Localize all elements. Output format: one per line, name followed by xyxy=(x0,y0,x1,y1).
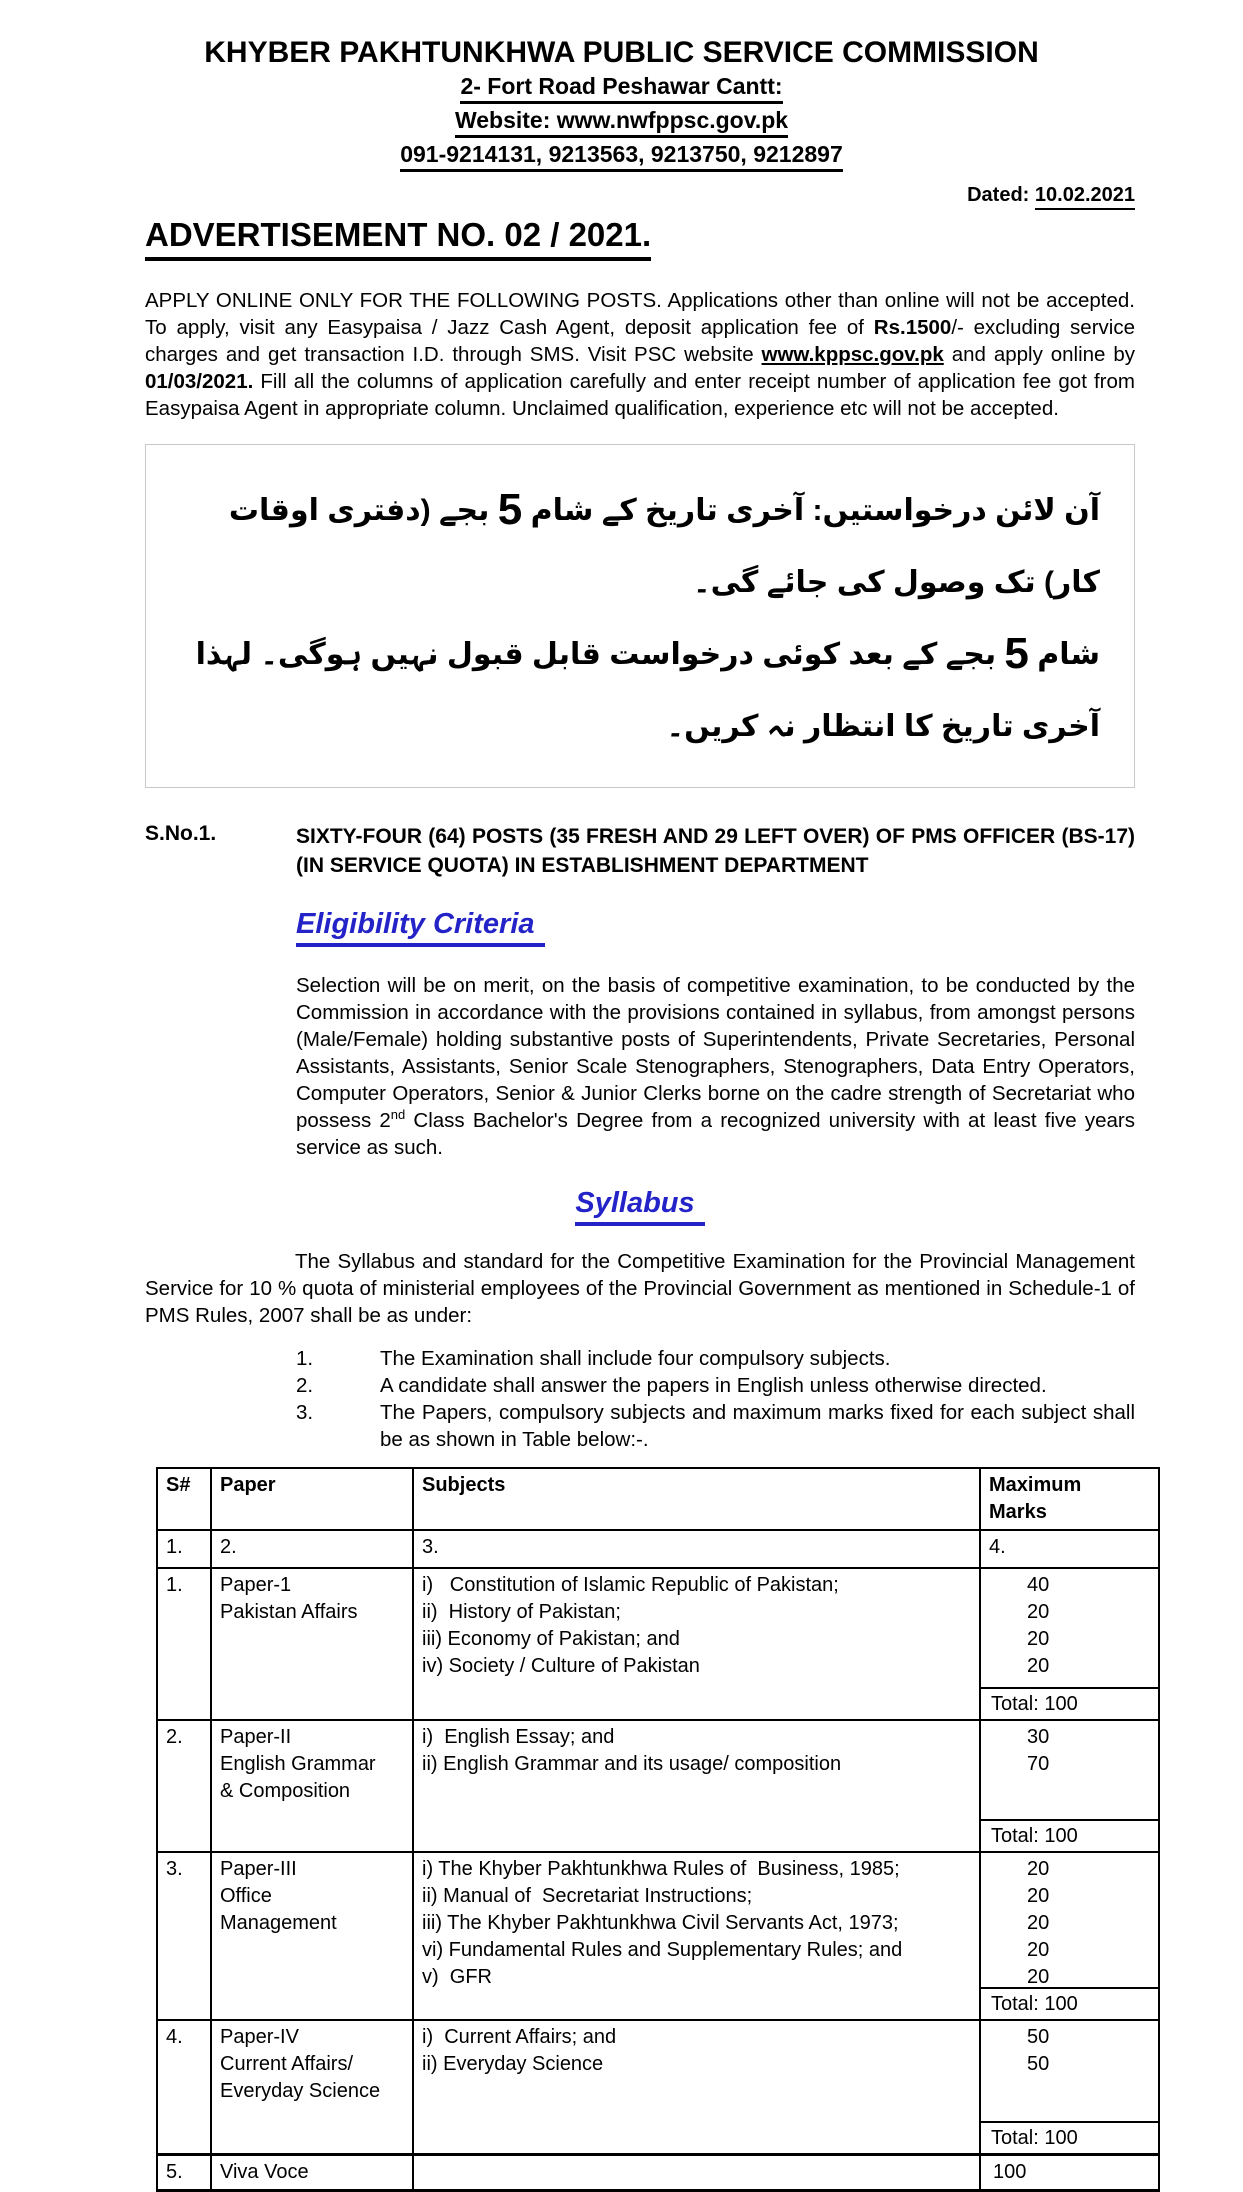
table-row xyxy=(157,1852,1159,2020)
marks-value: 20 xyxy=(1027,1628,1050,1650)
advertisement-heading: ADVERTISEMENT NO. 02 / 2021. xyxy=(145,216,1243,261)
subjects-cell xyxy=(413,1568,980,1720)
subjects-cell xyxy=(413,2020,980,2154)
papers-marks-table xyxy=(156,1467,1160,2192)
marks-value: 70 xyxy=(1027,1753,1050,1775)
marks-cell xyxy=(980,1720,1159,1852)
eligibility-paragraph xyxy=(296,972,1135,1161)
syllabus-list-item xyxy=(296,1399,1135,1453)
syllabus-list-item xyxy=(296,1345,1135,1372)
paper-cell xyxy=(211,1720,413,1852)
marks-values xyxy=(981,1853,1158,1994)
marks-values xyxy=(981,2156,1158,2189)
paper-cell xyxy=(211,1852,413,2020)
marks-cell xyxy=(980,1568,1159,1720)
text-segment: 5 xyxy=(1004,629,1029,678)
text-segment: شام xyxy=(1028,638,1100,671)
subjects-cell xyxy=(413,2154,980,2190)
marks-total: Total: 100 xyxy=(981,1687,1158,1719)
paper-line: Paper-III xyxy=(220,1858,297,1880)
table-row xyxy=(157,2154,1159,2190)
syllabus-heading: Syllabus xyxy=(145,1187,1135,1226)
website-line: Website: www.nwfppsc.gov.pk xyxy=(0,107,1243,138)
marks-total: Total: 100 xyxy=(981,2121,1158,2153)
text-segment: بجے (دفتری اوقات کار) تک وصول کی جائے گی۔ xyxy=(228,494,1100,599)
column-number-cell: 4. xyxy=(980,1530,1159,1568)
text-segment: Class Bachelor's Degree from a recognized university with at least five years service as such. xyxy=(296,1109,1135,1159)
serial-cell: 5. xyxy=(157,2154,211,2190)
table-column-number-row xyxy=(157,1530,1159,1568)
text-segment: Fill all the columns of application carefully and enter receipt number of application fee got from Easypaisa Agent in appropriate column. Unclaimed qualification, experience etc will not be accepted. xyxy=(145,370,1135,420)
marks-value: 20 xyxy=(1027,1966,1050,1988)
post-title: SIXTY-FOUR (64) POSTS (35 FRESH AND 29 LEFT OVER) OF PMS OFFICER (BS-17) (IN SERVICE QUOTA) IN ESTABLISHMENT DEPARTMENT xyxy=(296,825,1135,877)
text-segment: nd xyxy=(390,1107,406,1123)
subjects-cell xyxy=(413,1720,980,1852)
marks-cell xyxy=(980,1852,1159,2020)
marks-value: 20 xyxy=(1027,1939,1050,1961)
subject-line: ii) Everyday Science xyxy=(422,2053,604,2075)
paper-line: Paper-1 xyxy=(220,1574,292,1596)
marks-value: 40 xyxy=(1027,1574,1050,1596)
text-segment: Rs.1500 xyxy=(873,316,952,339)
phone-line: 091-9214131, 9213563, 9213750, 9212897 xyxy=(0,141,1243,172)
letterhead xyxy=(0,0,1243,172)
serial-cell: 1. xyxy=(157,1568,211,1720)
subject-line: i) English Essay; and xyxy=(422,1726,615,1748)
marks-values xyxy=(981,1721,1158,1781)
marks-value: 30 xyxy=(1027,1726,1050,1748)
paper-line: Paper-II xyxy=(220,1726,292,1748)
marks-value: 50 xyxy=(1027,2026,1050,2048)
table-row xyxy=(157,1720,1159,1852)
marks-cell xyxy=(980,2020,1159,2154)
marks-values xyxy=(981,1569,1158,1683)
paper-cell xyxy=(211,2154,413,2190)
marks-value: 20 xyxy=(1027,1885,1050,1907)
urdu-line-2 xyxy=(166,619,1100,763)
intro-paragraph xyxy=(145,287,1135,422)
paper-line: Viva Voce xyxy=(220,2160,309,2183)
dated-label: Dated: xyxy=(967,184,1035,206)
list-item-number: 3. xyxy=(296,1401,314,1424)
subject-line: ii) Manual of Secretariat Instructions; xyxy=(422,1885,753,1907)
page-content xyxy=(145,287,1135,2192)
column-number-cell: 1. xyxy=(157,1530,211,1568)
text-segment: www.kppsc.gov.pk xyxy=(761,343,944,366)
post-serial-number: S.No.1. xyxy=(145,822,217,845)
table-header-row xyxy=(157,1468,1159,1530)
text-segment: 01/03/2021. xyxy=(145,370,254,393)
marks-cell xyxy=(980,2154,1159,2190)
paper-line: Everyday Science xyxy=(220,2080,381,2102)
marks-value: 20 xyxy=(1027,1912,1050,1934)
text-segment: بجے کے بعد کوئی درخواست قابل قبول نہیں ہوگی۔ لہذا آخری تاریخ کا انتظار نہ کریں۔ xyxy=(195,638,1100,743)
table-header-cell-text: Maximum Marks xyxy=(989,1474,1082,1523)
syllabus-paragraph: The Syllabus and standard for the Competitive Examination for the Provincial Management Service for 10 % quota of ministerial employees of the Provincial Government as mentioned in Schedule-1 of PMS Rules, 2007 shall be as under: xyxy=(145,1250,1135,1327)
table-header-cell: Paper xyxy=(211,1468,413,1530)
subject-line: ii) History of Pakistan; xyxy=(422,1601,621,1623)
address-line: 2- Fort Road Peshawar Cantt: xyxy=(0,73,1243,104)
commission-title: KHYBER PAKHTUNKHWA PUBLIC SERVICE COMMISSION xyxy=(204,36,1039,69)
subject-line: iii) The Khyber Pakhtunkhwa Civil Servants Act, 1973; xyxy=(422,1912,899,1934)
subject-line: i) Constitution of Islamic Republic of Pakistan; xyxy=(422,1574,839,1596)
column-number-cell: 2. xyxy=(211,1530,413,1568)
table-header-cell: S# xyxy=(157,1468,211,1530)
text-segment: 5 xyxy=(497,485,523,534)
subject-line: ii) English Grammar and its usage/ composition xyxy=(422,1753,842,1775)
paper-line: Pakistan Affairs xyxy=(220,1601,358,1623)
paper-line: & Composition xyxy=(220,1780,351,1802)
syllabus-list xyxy=(145,1345,1135,1453)
paper-line: Office xyxy=(220,1885,272,1907)
paper-line: English Grammar xyxy=(220,1753,376,1775)
serial-cell: 2. xyxy=(157,1720,211,1852)
table-head xyxy=(157,1468,1159,1568)
post-heading xyxy=(145,822,1135,880)
list-item-text: The Examination shall include four compulsory subjects. xyxy=(380,1347,891,1370)
table-body xyxy=(157,1568,1159,2190)
subject-line: vi) Fundamental Rules and Supplementary Rules; and xyxy=(422,1939,903,1961)
marks-value: 100 xyxy=(993,2160,1027,2183)
marks-values xyxy=(981,2021,1158,2081)
table-header-cell: Subjects xyxy=(413,1468,980,1530)
marks-value: 20 xyxy=(1027,1655,1050,1677)
column-number-cell: 3. xyxy=(413,1530,980,1568)
eligibility-heading: Eligibility Criteria xyxy=(296,908,1135,947)
subject-line: i) The Khyber Pakhtunkhwa Rules of Business, 1985; xyxy=(422,1858,900,1880)
urdu-line-1 xyxy=(166,475,1100,619)
subject-line: i) Current Affairs; and xyxy=(422,2026,617,2048)
marks-value: 20 xyxy=(1027,1601,1050,1623)
urdu-notice-image xyxy=(145,444,1135,788)
paper-cell xyxy=(211,2020,413,2154)
paper-line: Paper-IV xyxy=(220,2026,299,2048)
serial-cell: 3. xyxy=(157,1852,211,2020)
list-item-text: A candidate shall answer the papers in English unless otherwise directed. xyxy=(380,1374,1047,1397)
list-item-number: 2. xyxy=(296,1374,314,1397)
subject-line: v) GFR xyxy=(422,1966,492,1988)
text-segment: /- excluding service charges and get transaction I.D. through SMS. Visit PSC website xyxy=(145,316,1135,366)
dated-line xyxy=(0,184,1243,210)
list-item-number: 1. xyxy=(296,1347,314,1370)
serial-cell: 4. xyxy=(157,2020,211,2154)
marks-total: Total: 100 xyxy=(981,1987,1158,2019)
syllabus-list-item xyxy=(296,1372,1135,1399)
table-header-cell xyxy=(980,1468,1159,1530)
table-row xyxy=(157,1568,1159,1720)
paper-line: Current Affairs/ xyxy=(220,2053,354,2075)
marks-total: Total: 100 xyxy=(981,1819,1158,1851)
marks-value: 20 xyxy=(1027,1858,1050,1880)
table-row xyxy=(157,2020,1159,2154)
text-segment: and apply online by xyxy=(943,343,1135,366)
text-segment: Selection will be on merit, on the basis of competitive examination, to be conducted by the Commission in accordance with the provisions contained in syllabus, from amongst persons (Male/Female) holding substantive posts of Superintendents, Private Secretaries, Personal Assistants, Assistants, Senior Scale Stenographers, Stenographers, Data Entry Operators, Computer Operators, Senior & Junior Clerks borne on the cadre strength of Secretariat who possess 2 xyxy=(296,974,1135,1132)
subject-line: iv) Society / Culture of Pakistan xyxy=(422,1655,700,1677)
list-item-text: The Papers, compulsory subjects and maximum marks fixed for each subject shall be as shown in Table below:-. xyxy=(380,1401,1135,1451)
subjects-cell xyxy=(413,1852,980,2020)
marks-value: 50 xyxy=(1027,2053,1050,2075)
paper-cell xyxy=(211,1568,413,1720)
text-segment: آن لائن درخواستیں: آخری تاریخ کے شام xyxy=(522,494,1100,527)
text-segment: APPLY ONLINE ONLY FOR THE FOLLOWING POSTS. Applications other than online will not be accepted. To apply, visit any Easypaisa / Jazz Cash Agent, deposit application fee of xyxy=(145,289,1135,339)
dated-value: 10.02.2021 xyxy=(1035,184,1135,210)
subject-line: iii) Economy of Pakistan; and xyxy=(422,1628,680,1650)
paper-line: Management xyxy=(220,1912,337,1934)
